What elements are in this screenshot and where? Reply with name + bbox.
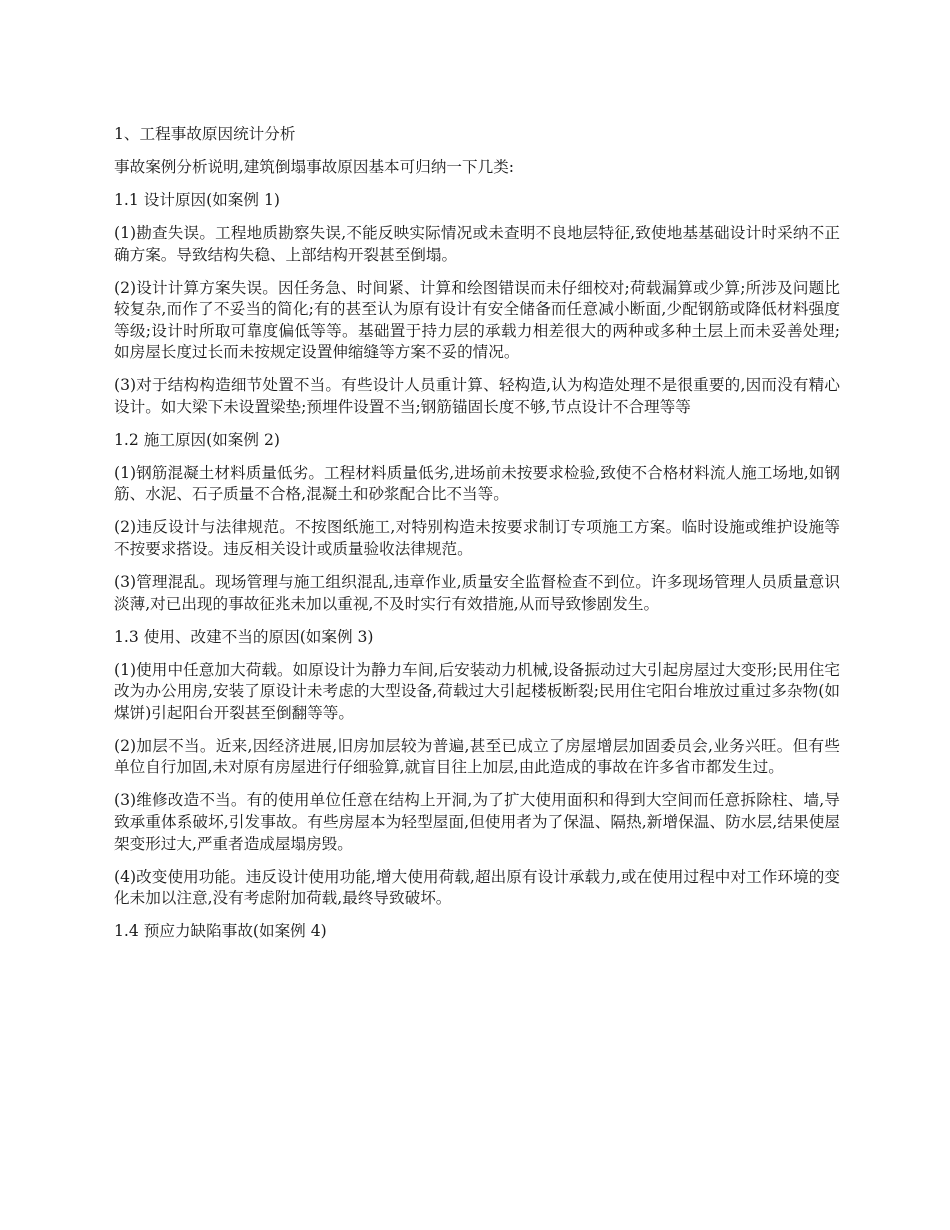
section-title: 1、工程事故原因统计分析 bbox=[114, 125, 296, 143]
paragraph-design-3: (3)对于结构构造细节处置不当。有些设计人员重计算、轻构造,认为构造处理不是很重要的,因而没有精心设计。如大梁下未设置梁垫;预埋件设置不当;钢筋锚固长度不够,节点设计不合理等等 bbox=[114, 376, 840, 416]
subsection-title-construction: 1.2 施工原因(如案例 2) bbox=[114, 430, 280, 449]
paragraph-usage-1: (1)使用中任意加大荷载。如原设计为静力车间,后安装动力机械,设备振动过大引起房屋过大变形;民用住宅改为办公用房,安装了原设计未考虑的大型设备,荷载过大引起楼板断裂;民用住宅阳台堆放过重过多杂物(如煤饼)引起阳台开裂甚至倒翻等等。 bbox=[114, 660, 840, 722]
paragraph-usage-3: (3)维修改造不当。有的使用单位任意在结构上开洞,为了扩大使用面积和得到大空间而任意拆除柱、墙,导致承重体系破坏,引发事故。有些房屋本为轻型屋面,但使用者为了保温、隔热,新增保温、防水层,结果使屋架变形过大,严重者造成屋塌房毁。 bbox=[114, 791, 840, 853]
intro-paragraph: 事故案例分析说明,建筑倒塌事故原因基本可归纳一下几类: bbox=[114, 157, 515, 176]
subsection-title-design: 1.1 设计原因(如案例 1) bbox=[114, 190, 280, 209]
paragraph-construction-1: (1)钢筋混凝土材料质量低劣。工程材料质量低劣,进场前未按要求检验,致使不合格材料流人施工场地,如钢筋、水泥、石子质量不合格,混凝土和砂浆配合比不当等。 bbox=[114, 463, 840, 504]
paragraph-usage-4: (4)改变使用功能。违反设计使用功能,增大使用荷载,超出原有设计承载力,或在使用过程中对工作环境的变化未加以注意,没有考虑附加荷载,最终导致破坏。 bbox=[114, 867, 840, 908]
paragraph-design-2: (2)设计计算方案失误。因任务急、时间紧、计算和绘图错误而未仔细校对;荷载漏算或少算;所涉及问题比较复杂,而作了不妥当的简化;有的甚至认为原有设计有安全储备而任意减小断面,少配钢筋或降低材料强度等级;设计时所取可靠度偏低等等。基础置于持力层的承载力相差很大的两种或多种土层上而未妥善处理;如房屋长度过长而未按规定设置伸缩缝等方案不妥的情况。 bbox=[114, 278, 840, 362]
paragraph-construction-2: (2)违反设计与法律规范。不按图纸施工,对特别构造未按要求制订专项施工方案。临时设施或维护设施等不按要求搭设。违反相关设计或质量验收法律规范。 bbox=[114, 518, 840, 559]
document-body bbox=[114, 124, 840, 954]
paragraph-design-1: (1)勘查失误。工程地质勘察失误,不能反映实际情况或未查明不良地层特征,致使地基基础设计时采纳不正确方案。导致结构失稳、上部结构开裂甚至倒塌。 bbox=[114, 223, 840, 264]
subsection-title-prestress: 1.4 预应力缺陷事故(如案例 4) bbox=[114, 922, 327, 941]
paragraph-usage-2: (2)加层不当。近来,因经济进展,旧房加层较为普遍,甚至已成立了房屋增层加固委员会,业务兴旺。但有些单位自行加固,未对原有房屋进行仔细验算,就盲目往上加层,由此造成的事故在许多省市都发生过。 bbox=[114, 736, 840, 777]
paragraph-construction-3: (3)管理混乱。现场管理与施工组织混乱,违章作业,质量安全监督检查不到位。许多现场管理人员质量意识淡薄,对已出现的事故征兆未加以重视,不及时实行有效措施,从而导致惨剧发生。 bbox=[114, 573, 840, 613]
subsection-title-usage: 1.3 使用、改建不当的原因(如案例 3) bbox=[114, 627, 374, 646]
